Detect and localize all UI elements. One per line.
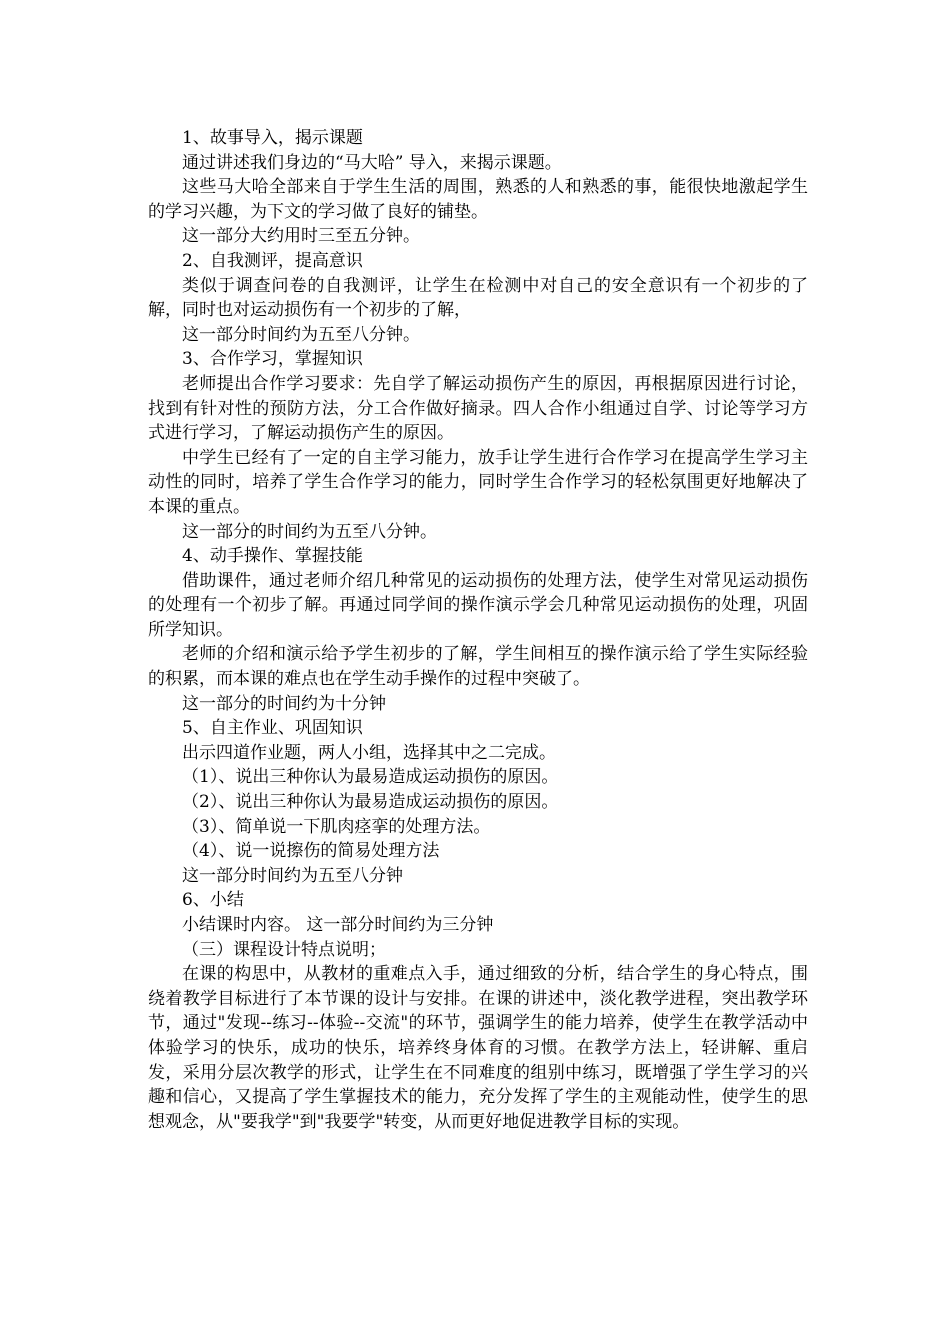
section-heading: （三）课程设计特点说明； xyxy=(182,939,386,960)
paragraph: 这些马大哈全部来自于学生生活的周围，熟悉的人和熟悉的事，能很快地激起学生的学习兴趣，为下文的学习做了良好的铺垫。 xyxy=(148,177,808,222)
paragraph: 老师提出合作学习要求：先自学了解运动损伤产生的原因，再根据原因进行讨论，找到有针对性的预防方法，分工合作做好摘录。四人合作小组通过自学、讨论等学习方式进行学习，了解运动损伤产生的原因。 xyxy=(148,373,808,444)
paragraph: 这一部分时间约为五至八分钟 xyxy=(182,865,403,886)
paragraph: 这一部分的时间约为五至八分钟。 xyxy=(182,521,437,542)
paragraph: 这一部分的时间约为十分钟 xyxy=(182,693,386,714)
paragraph: 通过讲述我们身边的“马大哈” 导入，来揭示课题。 xyxy=(182,152,562,173)
paragraph: 这一部分时间约为五至八分钟。 xyxy=(182,324,420,345)
paragraph: 中学生已经有了一定的自主学习能力，放手让学生进行合作学习在提高学生学习主动性的同时，培养了学生合作学习的能力，同时学生合作学习的轻松氛围更好地解决了本课的重点。 xyxy=(148,447,808,517)
paragraph: 类似于调查问卷的自我测评，让学生在检测中对自己的安全意识有一个初步的了解，同时也对运动损伤有一个初步的了解， xyxy=(148,275,808,321)
document-body xyxy=(148,126,808,1134)
list-item: （2）、说出三种你认为最易造成运动损伤的原因。 xyxy=(182,792,559,813)
paragraph: 借助课件，通过老师介绍几种常见的运动损伤的处理方法，使学生对常见运动损伤的处理有一个初步了解。再通过同学间的操作演示学会几种常见运动损伤的处理，巩固所学知识。 xyxy=(148,570,808,640)
section-heading: 3、合作学习，掌握知识 xyxy=(182,349,363,370)
paragraph: 这一部分大约用时三至五分钟。 xyxy=(182,226,420,247)
list-item: （3）、简单说一下肌肉痉挛的处理方法。 xyxy=(182,816,491,837)
section-heading: 6、小结 xyxy=(182,890,244,911)
section-heading: 1、故事导入，揭示课题 xyxy=(182,128,363,148)
section-heading: 4、动手操作、掌握技能 xyxy=(182,546,363,567)
paragraph: 小结课时内容。 这一部分时间约为三分钟 xyxy=(182,915,494,935)
paragraph: 出示四道作业题，两人小组，选择其中之二完成。 xyxy=(182,742,556,763)
section-heading: 5、自主作业、巩固知识 xyxy=(182,718,363,739)
section-heading: 2、自我测评，提高意识 xyxy=(182,250,363,271)
list-item: （4）、说一说擦伤的简易处理方法 xyxy=(182,841,440,862)
paragraph: 在课的构思中，从教材的重难点入手，通过细致的分析，结合学生的身心特点，围绕着教学目标进行了本节课的设计与安排。在课的讲述中，淡化教学进程，突出教学环节，通过"发现--练习--体验--交流"的环节，强调学生的能力培养，使学生在教学活动中体验学习的快乐，成功的快乐，培养终身体育的习惯。在教学方法上，轻讲解、重启发，采用分层次教学的形式，让学生在不同难度的组别中练习，既增强了学生学习的兴趣和信心，又提高了学生掌握技术的能力，充分发挥了学生的主观能动性，使学生的思想观念，从"要我学"到"我要学"转变，从而更好地促进教学目标的实现。 xyxy=(148,964,808,1132)
paragraph: 老师的介绍和演示给予学生初步的了解，学生间相互的操作演示给了学生实际经验的积累，而本课的难点也在学生动手操作的过程中突破了。 xyxy=(148,644,808,690)
list-item: （1）、说出三种你认为最易造成运动损伤的原因。 xyxy=(182,767,559,788)
